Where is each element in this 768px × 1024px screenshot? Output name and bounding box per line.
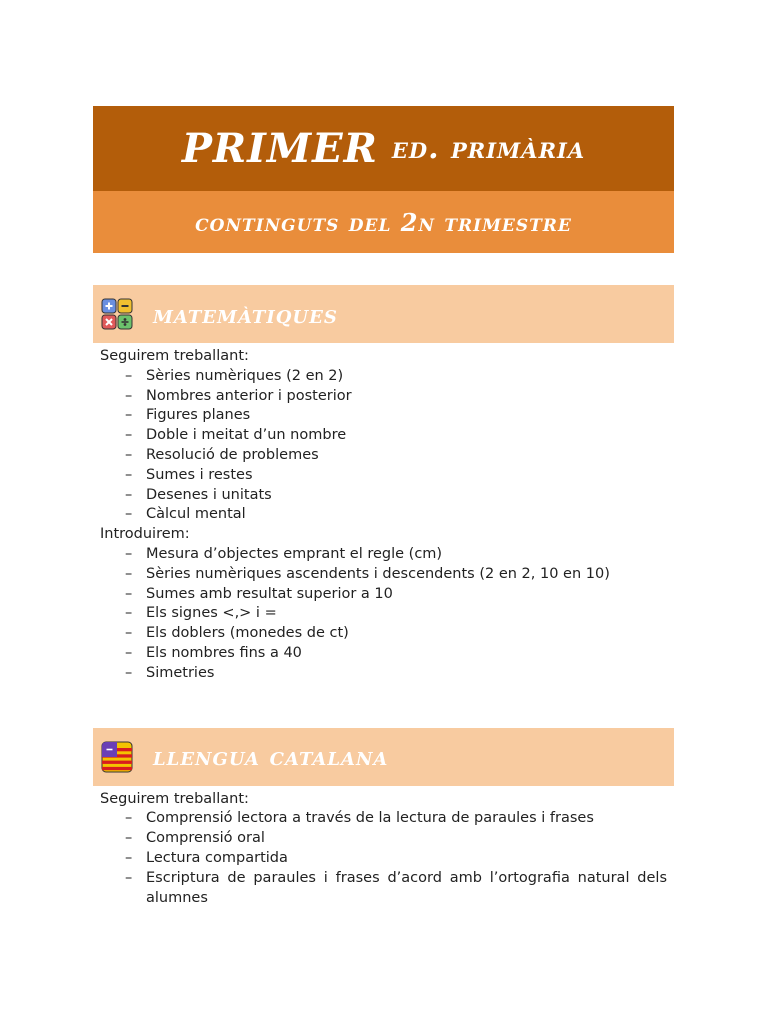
list-item: – Resolució de problemes <box>100 446 667 466</box>
math-intro-list <box>100 545 667 684</box>
list-item: – Sèries numèriques (2 en 2) <box>100 367 667 387</box>
list-item: – Desenes i unitats <box>100 486 667 506</box>
catalan-section-title: llengua catalana <box>153 742 389 772</box>
list-item: – Comprensió oral <box>100 829 667 849</box>
list-item: – Escriptura de paraules i frases d’acord amb l’ortografia natural dels alumnes <box>100 869 667 909</box>
list-item: – Els nombres fins a 40 <box>100 644 667 664</box>
title-rest: ed. primària <box>391 131 586 166</box>
subtitle-banner <box>93 191 674 253</box>
list-item: – Càlcul mental <box>100 505 667 525</box>
list-item: – Sumes i restes <box>100 466 667 486</box>
list-item: – Simetries <box>100 664 667 684</box>
list-item: – Comprensió lectora a través de la lectura de paraules i frases <box>100 809 667 829</box>
list-item: – Figures planes <box>100 406 667 426</box>
flag-icon <box>101 741 133 773</box>
catalan-section-header <box>93 728 674 786</box>
math-section-header <box>93 285 674 343</box>
title-main: PRIMER <box>181 125 378 172</box>
list-item: – Mesura d’objectes emprant el regle (cm) <box>100 545 667 565</box>
list-item: – Els signes <,> i = <box>100 604 667 624</box>
list-item: – Nombres anterior i posterior <box>100 387 667 407</box>
math-intro-label: Introduirem: <box>100 526 190 543</box>
math-continue-list <box>100 367 667 525</box>
document-page <box>93 106 674 908</box>
math-continue-label: Seguirem treballant: <box>100 348 249 364</box>
list-item: – Sèries numèriques ascendents i descendents (2 en 2, 10 en 10) <box>100 565 667 585</box>
subtitle-text: continguts del 2n trimestre <box>195 207 572 237</box>
math-section-content <box>93 343 674 684</box>
catalan-continue-list <box>100 809 667 908</box>
math-section-title: matemàtiques <box>153 299 338 329</box>
list-item: – Sumes amb resultat superior a 10 <box>100 585 667 605</box>
title-banner <box>93 106 674 191</box>
list-item: – Els doblers (monedes de ct) <box>100 624 667 644</box>
list-item: – Lectura compartida <box>100 849 667 869</box>
catalan-section-content <box>93 786 674 909</box>
calculator-icon <box>101 298 133 330</box>
list-item: – Doble i meitat d’un nombre <box>100 426 667 446</box>
catalan-continue-label: Seguirem treballant: <box>100 790 249 807</box>
